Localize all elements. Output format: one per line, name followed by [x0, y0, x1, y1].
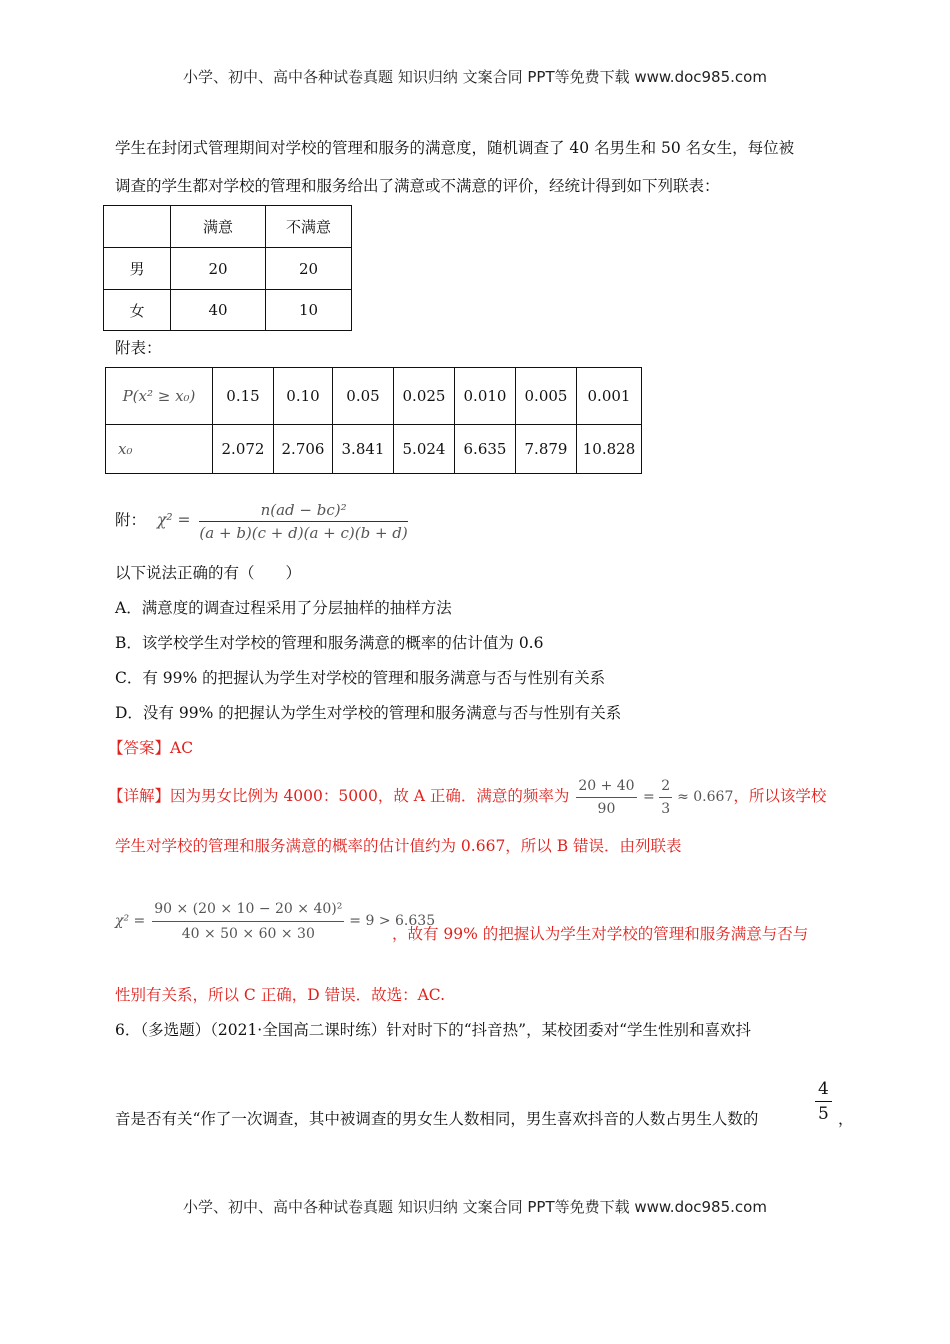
detail-line-4: 性别有关系，所以 C 正确，D 错误．故选：AC. — [115, 986, 445, 1004]
table-cell: 3.841 — [333, 425, 394, 474]
q6-fraction — [815, 1078, 832, 1125]
freq-numerator: 20 + 40 — [576, 777, 636, 798]
contingency-header-unsatisfied: 不满意 — [266, 206, 352, 248]
detail-text-1a: 因为男女比例为 4000：5000，故 A 正确．满意的频率为 — [170, 787, 570, 805]
table-cell: 0.05 — [333, 368, 394, 425]
table-cell: 7.879 — [516, 425, 577, 474]
contingency-table — [103, 205, 352, 331]
freq-denominator: 90 — [597, 800, 616, 817]
table-cell: 5.024 — [394, 425, 455, 474]
intro-line-1: 学生在封闭式管理期间对学校的管理和服务的满意度，随机调查了 40 名男生和 50 名女生，每位被 — [115, 139, 795, 157]
option-b: B．该学校学生对学校的管理和服务满意的概率的估计值为 0.6 — [115, 634, 544, 652]
answer-line — [108, 738, 193, 758]
chi-fraction — [152, 899, 344, 944]
table-cell: 2.072 — [213, 425, 274, 474]
critical-value-table — [105, 367, 642, 474]
answer-label: 【答案】 — [108, 739, 171, 757]
table-cell: 20 — [171, 248, 266, 290]
eq-numerator: 2 — [659, 777, 672, 798]
table-cell: 0.10 — [274, 368, 333, 425]
question-stem: 以下说法正确的有（ ） — [115, 564, 302, 582]
table-cell: 0.005 — [516, 368, 577, 425]
table-cell: 40 — [171, 290, 266, 331]
page-footer: 小学、初中、高中各种试卷真题 知识归纳 文案合同 PPT等免费下载 www.doc985.com — [183, 1198, 767, 1216]
q6-line-2: 音是否有关“作了一次调查，其中被调查的男女生人数相同，男生喜欢抖音的人数占男生人数的 — [115, 1110, 759, 1128]
contingency-row-female — [104, 290, 352, 331]
row-label: 女 — [104, 290, 171, 331]
table-cell: 0.010 — [455, 368, 516, 425]
value-row-label: x₀ — [106, 425, 213, 474]
appendix-label: 附表： — [115, 339, 162, 357]
option-a: A．满意度的调查过程采用了分层抽样的抽样方法 — [115, 599, 452, 617]
formula-numerator: n(ad − bc)² — [199, 501, 407, 522]
prob-row-label: P(x² ≥ x₀) — [106, 368, 213, 425]
eq-fraction — [659, 777, 672, 818]
table-cell: 2.706 — [274, 425, 333, 474]
table-cell: 0.025 — [394, 368, 455, 425]
table-cell: 0.15 — [213, 368, 274, 425]
chi-rhs: = 9 > 6.635 — [349, 913, 436, 929]
detail-line-2: 学生对学校的管理和服务满意的概率的估计值约为 0.667，所以 B 错误．由列联表 — [115, 837, 682, 855]
detail-label: 【详解】 — [108, 787, 171, 805]
eq-denominator: 3 — [661, 800, 671, 817]
option-d: D．没有 99% 的把握认为学生对学校的管理和服务满意与否与性别有关系 — [115, 704, 622, 722]
contingency-header-empty — [104, 206, 171, 248]
q6-line-2-end: ， — [838, 1110, 854, 1128]
chi-numerator: 90 × (20 × 10 − 20 × 40)² — [152, 899, 344, 922]
chi-denominator: 40 × 50 × 60 × 30 — [181, 925, 315, 942]
table-cell: 6.635 — [455, 425, 516, 474]
table-cell: 20 — [266, 248, 352, 290]
q6-fraction-numerator: 4 — [815, 1078, 832, 1102]
chi-lhs: χ² = — [115, 913, 146, 929]
option-c: C．有 99% 的把握认为学生对学校的管理和服务满意与否与性别有关系 — [115, 669, 606, 687]
contingency-header-satisfied: 满意 — [171, 206, 266, 248]
q6-fraction-denominator: 5 — [818, 1104, 829, 1124]
detail-line-1: 【详解】因为男女比例为 4000：5000，故 A 正确．满意的频率为 $\frac{20 + 40}{90}$ = $\frac{2}{3}$ ≈ 0.667，所以该学校 — [108, 777, 827, 817]
detail-line-3b: ，故有 99% 的把握认为学生对学校的管理和服务满意与否与 — [392, 925, 809, 943]
answer-value: AC — [170, 739, 194, 757]
row-label: 男 — [104, 248, 171, 290]
contingency-row-male — [104, 248, 352, 290]
page-header: 小学、初中、高中各种试卷真题 知识归纳 文案合同 PPT等免费下载 www.doc985.com — [183, 68, 767, 86]
freq-fraction — [576, 777, 636, 818]
table-cell: 10 — [266, 290, 352, 331]
detail-text-1b: ，所以该学校 — [733, 787, 827, 805]
approx-value: ≈ 0.667 — [677, 789, 734, 805]
formula-fraction — [199, 501, 407, 542]
intro-line-2: 调查的学生都对学校的管理和服务给出了满意或不满意的评价，经统计得到如下列联表： — [115, 177, 720, 195]
q6-line-1: 6．（多选题）（2021·全国高二课时练）针对时下的“抖音热”，某校团委对“学生性别和喜欢抖 — [115, 1021, 752, 1039]
table-cell: 10.828 — [577, 425, 642, 474]
table-cell: 0.001 — [577, 368, 642, 425]
detail-line-3 — [115, 896, 435, 945]
formula-block — [115, 500, 408, 542]
formula-prefix: 附： — [115, 511, 147, 529]
formula-lhs: χ² = — [156, 511, 191, 529]
formula-denominator: (a + b)(c + d)(a + c)(b + d) — [199, 523, 408, 542]
